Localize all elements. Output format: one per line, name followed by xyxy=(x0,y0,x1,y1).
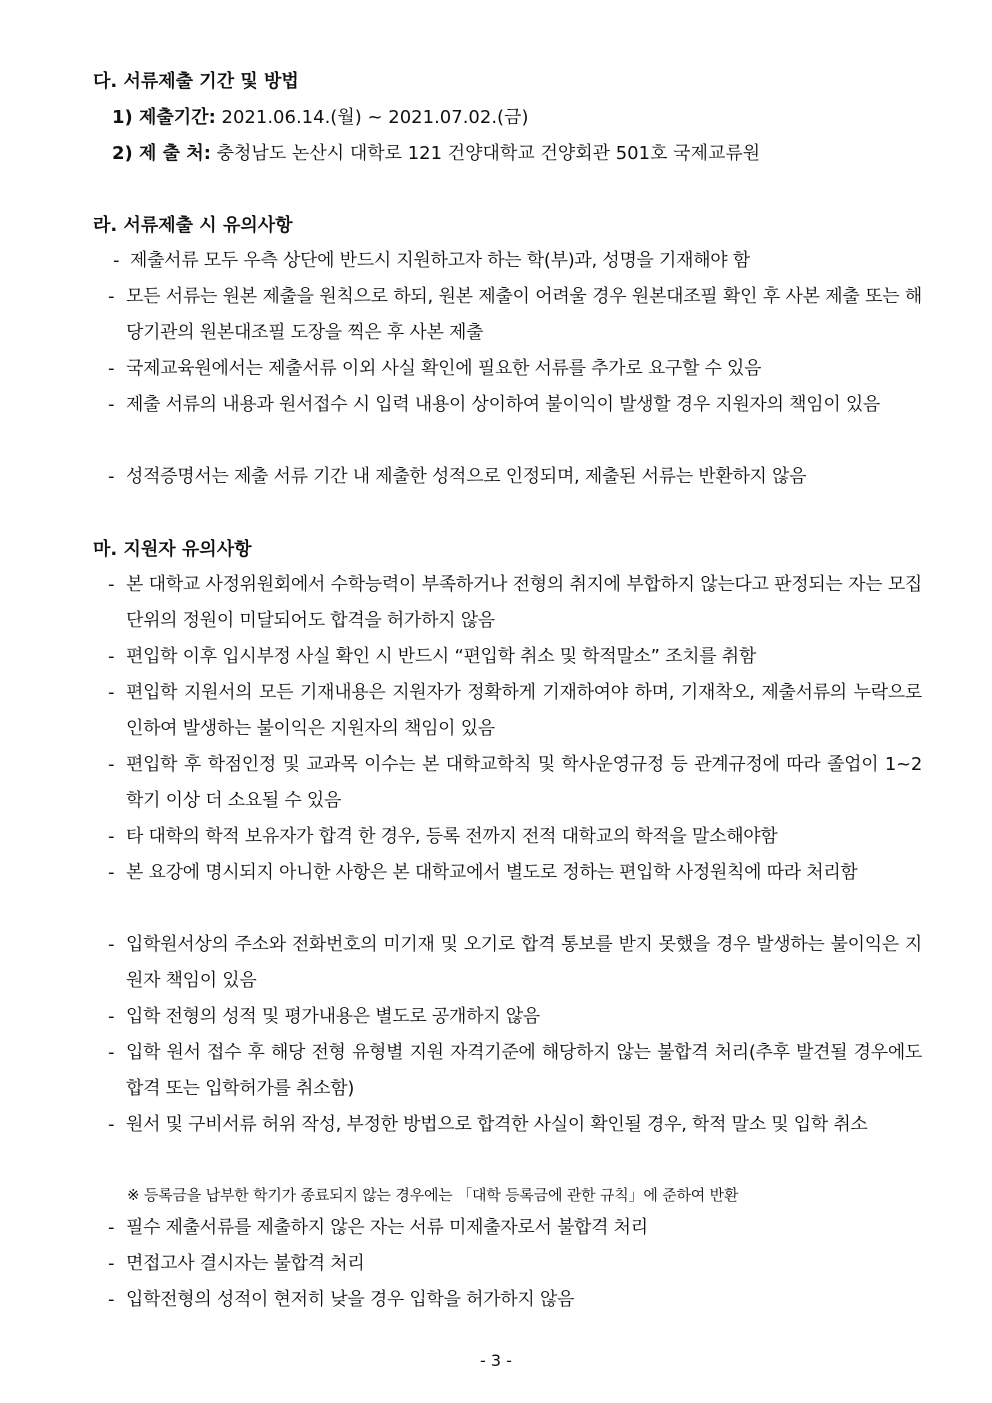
submission-place-value: 충청남도 논산시 대학로 121 건양대학교 건양회관 501호 국제교류원 xyxy=(216,143,761,164)
list-item: - 편입학 후 학점인정 및 교과목 이수는 본 대학교학칙 및 학사운영규정 등 관계규정에 따라 졸업이 1~2학기 이상 더 소요될 수 있음 xyxy=(108,754,922,811)
page-number: - 3 - xyxy=(480,1351,512,1370)
list-item: - 성적증명서는 제출 서류 기간 내 제출한 성적으로 인정되며, 제출된 서류는 반환하지 않음 xyxy=(108,466,807,487)
submission-place-label: 2) 제 출 처: xyxy=(112,143,211,164)
list-item: - 제출서류 모두 우측 상단에 반드시 지원하고자 하는 학(부)과, 성명을 기재해야 함 xyxy=(113,250,750,271)
list-item: - 편입학 지원서의 모든 기재내용은 지원자가 정확하게 기재하여야 하며, 기재착오, 제출서류의 누락으로 인하여 발생하는 불이익은 지원자의 책임이 있음 xyxy=(108,682,922,739)
list-item: - 면접고사 결시자는 불합격 처리 xyxy=(108,1253,365,1274)
list-item: - 본 대학교 사정위원회에서 수학능력이 부족하거나 전형의 취지에 부합하지 않는다고 판정되는 자는 모집단위의 정원이 미달되어도 합격을 허가하지 않음 xyxy=(108,574,922,631)
submission-period xyxy=(112,106,528,130)
list-item: - 본 요강에 명시되지 아니한 사항은 본 대학교에서 별도로 정하는 편입학 사정원칙에 따라 처리함 xyxy=(108,862,858,883)
list-item: - 제출 서류의 내용과 원서접수 시 입력 내용이 상이하여 불이익이 발생할 경우 지원자의 책임이 있음 xyxy=(108,394,880,415)
section-da-heading: 다. 서류제출 기간 및 방법 xyxy=(93,71,299,92)
list-item: - 필수 제출서류를 제출하지 않은 자는 서류 미제출자로서 불합격 처리 xyxy=(108,1217,648,1238)
submission-period-value: 2021.06.14.(월) ~ 2021.07.02.(금) xyxy=(221,107,529,128)
refund-note: ※ 등록금을 납부한 학기가 종료되지 않는 경우에는 「대학 등록금에 관한 규칙」에 준하여 반환 xyxy=(127,1186,739,1204)
list-item: - 모든 서류는 원본 제출을 원칙으로 하되, 원본 제출이 어려울 경우 원본대조필 확인 후 사본 제출 또는 해당기관의 원본대조필 도장을 찍은 후 사본 제출 xyxy=(108,286,922,343)
list-item: - 타 대학의 학적 보유자가 합격 한 경우, 등록 전까지 전적 대학교의 학적을 말소해야함 xyxy=(108,826,778,847)
list-item: - 입학원서상의 주소와 전화번호의 미기재 및 오기로 합격 통보를 받지 못했을 경우 발생하는 불이익은 지원자 책임이 있음 xyxy=(108,934,922,991)
list-item: - 입학 전형의 성적 및 평가내용은 별도로 공개하지 않음 xyxy=(108,1006,540,1027)
section-ma-heading: 마. 지원자 유의사항 xyxy=(93,539,252,560)
submission-place xyxy=(112,142,760,166)
submission-period-label: 1) 제출기간: xyxy=(112,107,216,128)
section-ra-heading: 라. 서류제출 시 유의사항 xyxy=(93,215,293,236)
list-item: - 국제교육원에서는 제출서류 이외 사실 확인에 필요한 서류를 추가로 요구할 수 있음 xyxy=(108,358,762,379)
list-item: - 입학전형의 성적이 현저히 낮을 경우 입학을 허가하지 않음 xyxy=(108,1289,575,1310)
list-item: - 원서 및 구비서류 허위 작성, 부정한 방법으로 합격한 사실이 확인될 경우, 학적 말소 및 입학 취소 xyxy=(108,1114,868,1135)
list-item: - 입학 원서 접수 후 해당 전형 유형별 지원 자격기준에 해당하지 않는 불합격 처리(추후 발견될 경우에도 합격 또는 입학허가를 취소함) xyxy=(108,1042,922,1099)
list-item: - 편입학 이후 입시부정 사실 확인 시 반드시 “편입학 취소 및 학적말소” 조치를 취함 xyxy=(108,646,756,667)
